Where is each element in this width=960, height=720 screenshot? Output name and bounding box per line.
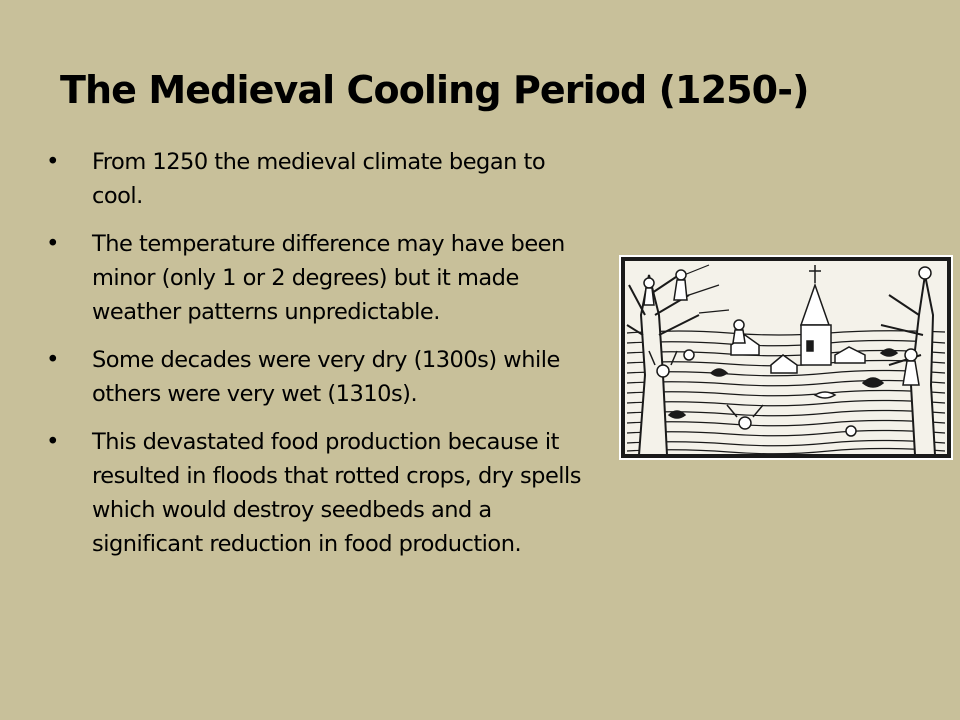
bullet-item: [40, 425, 600, 561]
bullet-marker: •: [46, 429, 60, 455]
bullet-marker: •: [46, 347, 60, 373]
bullet-item: [40, 343, 600, 411]
bullet-text: Some decades were very dry (1300s) while others were very wet (1310s).: [92, 347, 560, 407]
bullet-text: The temperature difference may have been minor (only 1 or 2 degrees) but it made weather patterns unpredictable.: [92, 231, 565, 325]
bullet-list: [40, 145, 600, 575]
bullet-item: [40, 227, 600, 329]
bullet-marker: •: [46, 231, 60, 257]
bullet-text: From 1250 the medieval climate began to cool.: [92, 149, 546, 209]
flood-woodcut-icon: [619, 255, 953, 460]
slide-title: The Medieval Cooling Period (1250-): [60, 68, 809, 112]
bullet-text: This devastated food production because it resulted in floods that rotted crops, dry spells which would destroy seedbeds and a significant reduction in food production.: [92, 429, 582, 557]
bullet-item: [40, 145, 600, 213]
bullet-marker: •: [46, 149, 60, 175]
